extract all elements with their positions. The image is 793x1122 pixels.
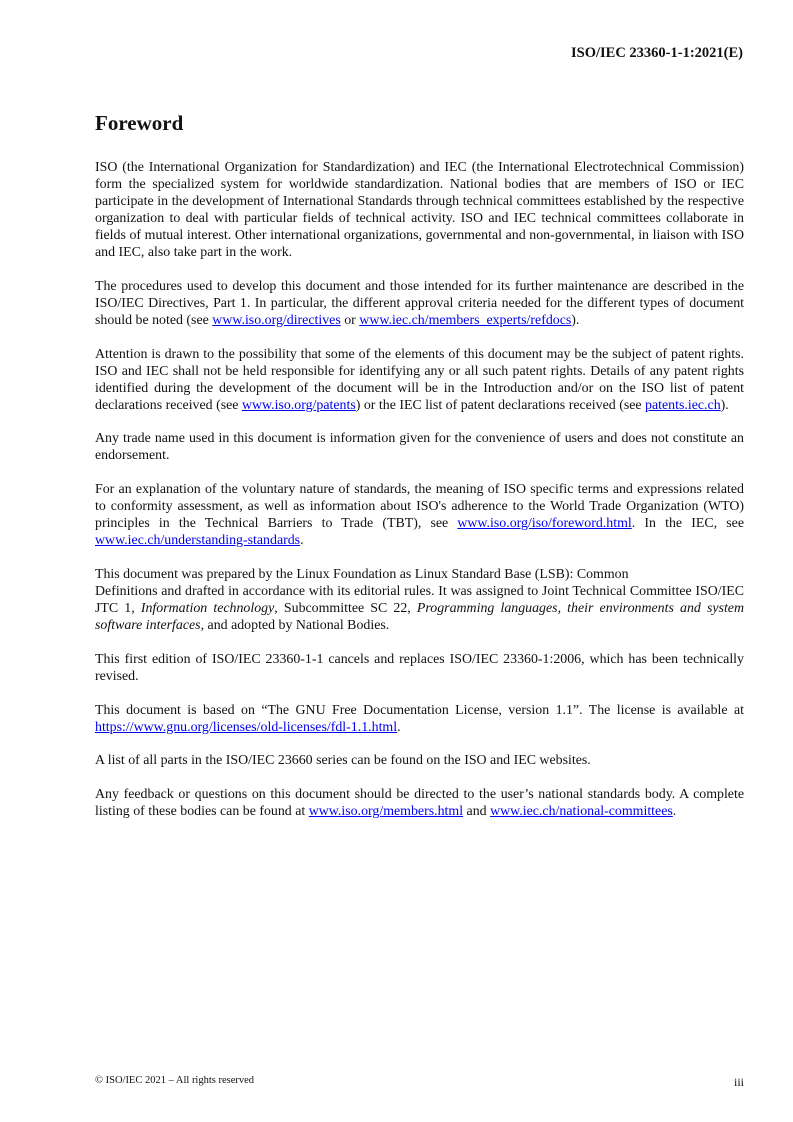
paragraph-iso-iec bbox=[95, 159, 744, 261]
paragraph-prepared-by bbox=[95, 566, 744, 634]
paragraph-procedures bbox=[95, 278, 744, 329]
paragraph-feedback bbox=[95, 786, 744, 820]
link-iso-patents[interactable]: www.iso.org/patents bbox=[241, 397, 356, 413]
paragraph-text: ). bbox=[720, 397, 729, 413]
paragraph-text: Any trade name used in this document is information given for the convenience of users and does not constitute an endorsement. bbox=[95, 431, 744, 464]
link-iso-directives[interactable]: www.iso.org/directives bbox=[212, 312, 341, 328]
page-number: iii bbox=[733, 1075, 744, 1089]
paragraph-text: , Subcommittee SC 22, bbox=[274, 600, 417, 616]
link-iec-patents[interactable]: patents.iec.ch bbox=[645, 397, 721, 413]
paragraph-text: ISO (the International Organization for Standardization) and IEC (the International Electrotechnical Commission) form the specialized system for worldwide standardization. National bodies that are members of ISO or IEC participate in the development of International Standards through technical committees established by the respective organization to deal with particular fields of technical activity. ISO and IEC technical committees collaborate in fields of mutual interest. Other international organizations, governmental and non-governmental, in liaison with ISO and IEC, also take part in the work. bbox=[95, 160, 744, 260]
copyright-notice: © ISO/IEC 2021 – All rights reserved bbox=[95, 1075, 255, 1086]
paragraph-text: . In the IEC, see bbox=[631, 516, 744, 532]
paragraph-text: or bbox=[340, 312, 360, 328]
paragraph-edition bbox=[95, 651, 744, 685]
paragraph-text: . bbox=[300, 533, 304, 549]
foreword-body bbox=[95, 159, 744, 837]
paragraph-voluntary-nature bbox=[95, 481, 744, 549]
paragraph-trade-name bbox=[95, 430, 744, 464]
paragraph-text: A list of all parts in the ISO/IEC 23660 series can be found on the ISO and IEC websites. bbox=[95, 753, 591, 769]
paragraph-text: and bbox=[463, 804, 491, 820]
link-iec-understanding-standards[interactable]: www.iec.ch/understanding-standards bbox=[95, 533, 301, 549]
paragraph-patents bbox=[95, 346, 744, 414]
paragraph-parts-list bbox=[95, 752, 744, 769]
page-title: Foreword bbox=[95, 111, 184, 135]
subcommittee-title: Programming languages, their environments and system software interfaces bbox=[95, 600, 745, 633]
paragraph-text: Attention is drawn to the possibility that some of the elements of this document may be the subject of patent rights. ISO and IEC shall not be held responsible for identifying any or all such patent rights. Details of any patent rights identified during the development of the document will be in the Introduction and/or on the ISO list of patent declarations received (see bbox=[95, 346, 744, 413]
document-id-header: ISO/IEC 23360-1-1:2021(E) bbox=[571, 45, 743, 61]
paragraph-text: Definitions and drafted in accordance with its editorial rules. It was assigned to Joint Technical Committee ISO/IEC JTC 1, bbox=[95, 583, 744, 616]
paragraph-text: . bbox=[397, 719, 401, 735]
paragraph-text: This document was prepared by the Linux Foundation as Linux Standard Base (LSB): Common bbox=[95, 566, 629, 582]
paragraph-text: The procedures used to develop this document and those intended for its further maintenance are described in the ISO/IEC Directives, Part 1. In particular, the different approval criteria needed for the different types of document should be noted (see bbox=[95, 278, 744, 328]
paragraph-text: ) or the IEC list of patent declarations received (see bbox=[355, 397, 646, 413]
paragraph-text: ). bbox=[571, 312, 580, 328]
paragraph-text: Any feedback or questions on this document should be directed to the user’s national standards body. A complete listing of these bodies can be found at bbox=[95, 787, 744, 820]
paragraph-text: , and adopted by National Bodies. bbox=[200, 617, 390, 633]
link-iso-foreword[interactable]: www.iso.org/iso/foreword.html bbox=[457, 516, 632, 532]
paragraph-text: This document is based on “The GNU Free Documentation License, version 1.1”. The license is available at bbox=[95, 702, 744, 718]
page-footer bbox=[95, 1075, 744, 1090]
link-iec-refdocs[interactable]: www.iec.ch/members_experts/refdocs bbox=[359, 312, 572, 328]
paragraph-text: . bbox=[672, 804, 677, 820]
link-iso-members[interactable]: www.iso.org/members.html bbox=[308, 804, 464, 820]
link-iec-national-committees[interactable]: www.iec.ch/national-committees bbox=[490, 804, 673, 820]
paragraph-text: For an explanation of the voluntary nature of standards, the meaning of ISO specific terms and expressions related to conformity assessment, as well as information about ISO's adherence to the World Trade Organization (WTO) principles in the Technical Barriers to Trade (TBT), see bbox=[95, 482, 744, 532]
link-gnu-fdl[interactable]: https://www.gnu.org/licenses/old-licenses/fdl-1.1.html bbox=[95, 719, 398, 735]
committee-title: Information technology bbox=[140, 600, 275, 616]
paragraph-text: This first edition of ISO/IEC 23360-1-1 cancels and replaces ISO/IEC 23360-1:2006, which has been technically revised. bbox=[95, 651, 744, 684]
paragraph-license bbox=[95, 702, 744, 736]
